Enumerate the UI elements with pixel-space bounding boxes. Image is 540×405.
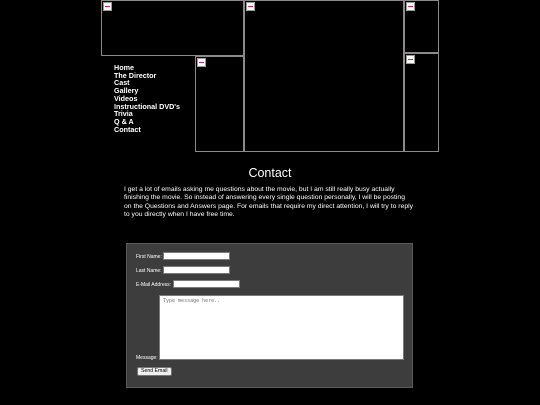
nav-link-contact[interactable]: Contact [114,124,141,134]
nav-link-trivia[interactable]: Trivia [114,109,133,119]
broken-image-icon [406,55,415,64]
broken-image-icon [197,58,206,67]
page-title: Contact [248,166,292,180]
nav-link-instructional-dvds[interactable]: Instructional DVD's [114,101,181,111]
header-image-right-lower [404,53,439,152]
header-image-left-lower [195,56,244,152]
message-textarea[interactable] [159,295,404,360]
last-name-field[interactable] [163,266,230,274]
nav-link-home[interactable]: Home [114,63,134,72]
email-field[interactable] [173,280,240,288]
broken-image-icon [406,2,415,11]
nav-link-gallery[interactable]: Gallery [114,86,139,96]
header-image-center [244,0,404,152]
nav-link-the-director[interactable]: The Director [114,70,157,80]
message-label: Message: [136,355,158,361]
main-nav [114,64,194,133]
email-label: E-Mail Address: [136,282,172,288]
header-image-top-right [404,0,439,53]
last-name-label: Last Name: [136,268,162,274]
first-name-field[interactable] [163,252,230,260]
nav-link-videos[interactable]: Videos [114,93,138,103]
header-image-top-left [101,0,244,56]
nav-link-q-and-a[interactable]: Q & A [114,116,134,126]
nav-link-cast[interactable]: Cast [114,78,130,88]
first-name-label: First Name: [136,254,162,260]
contact-form [126,243,413,388]
broken-image-icon [103,2,112,11]
intro-paragraph: I get a lot of emails asking me questions about the movie, but I am still really busy actually finishing the movie. So instead of answering every single question personally, I will be posting on the Questions and Answers page. For emails that require my direct attention, I will try to reply to you directly when I have free time. [124,186,414,219]
send-email-button[interactable]: Send Email [137,367,172,376]
broken-image-icon [246,2,255,11]
